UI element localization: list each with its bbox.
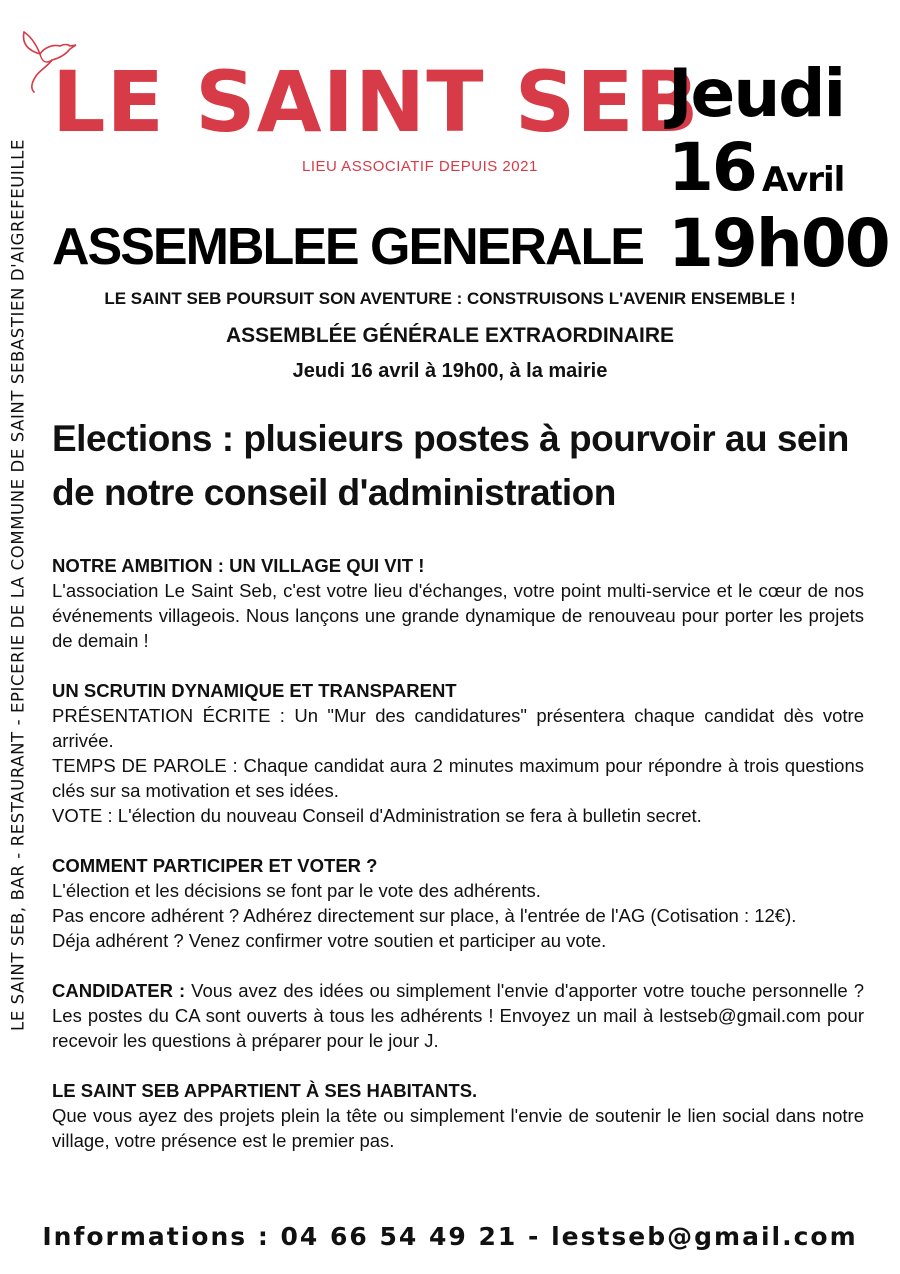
- section-paragraph: VOTE : L'élection du nouveau Conseil d'Administration se fera à bulletin secret.: [52, 805, 702, 826]
- headline: Elections : plusieurs postes à pourvoir au sein de notre conseil d'administration: [52, 418, 849, 513]
- section-heading: CANDIDATER :: [52, 980, 186, 1001]
- section-paragraph: Que vous ayez des projets plein la tête ou simplement l'envie de soutenir le lien social dans notre village, votre présence est le premier pas.: [52, 1105, 864, 1151]
- event-day: Jeudi: [668, 55, 845, 132]
- section-habitants: [52, 1078, 864, 1153]
- section-heading: NOTRE AMBITION : UN VILLAGE QUI VIT !: [52, 555, 425, 576]
- section-heading: LE SAINT SEB APPARTIENT À SES HABITANTS.: [52, 1080, 478, 1101]
- section-paragraph: TEMPS DE PAROLE : Chaque candidat aura 2 minutes maximum pour répondre à trois questions clés sur sa motivation et ses idées.: [52, 755, 864, 801]
- section-paragraph: Pas encore adhérent ? Adhérez directement sur place, à l'entrée de l'AG (Cotisation : 12€).: [52, 905, 797, 926]
- section-ambition: [52, 553, 864, 653]
- brand-tagline: LIEU ASSOCIATIF DEPUIS 2021: [302, 158, 538, 175]
- event-month: Avril: [762, 160, 845, 200]
- subtitle-line-3: Jeudi 16 avril à 19h00, à la mairie: [292, 360, 608, 382]
- section-heading: COMMENT PARTICIPER ET VOTER ?: [52, 855, 378, 876]
- page-title: ASSEMBLEE GENERALE: [52, 218, 643, 276]
- brand-name: LE SAINT SEB: [52, 53, 700, 151]
- section-paragraph: L'élection et les décisions se font par le vote des adhérents.: [52, 880, 541, 901]
- section-candidater: [52, 978, 864, 1053]
- footer-contact: Informations : 04 66 54 49 21 - lestseb@gmail.com: [42, 1222, 858, 1251]
- section-heading: UN SCRUTIN DYNAMIQUE ET TRANSPARENT: [52, 680, 457, 701]
- body-text: [52, 553, 864, 1178]
- section-scrutin: [52, 678, 864, 828]
- sidebar-label: LE SAINT SEB, BAR - RESTAURANT - EPICERIE DE LA COMMUNE DE SAINT SEBASTIEN D'AIGREFEUILLE: [8, 139, 28, 1031]
- subtitle-line-2: ASSEMBLÉE GÉNÉRALE EXTRAORDINAIRE: [225, 324, 675, 347]
- section-paragraph: Déja adhérent ? Venez confirmer votre soutien et participer au vote.: [52, 930, 607, 951]
- section-paragraph: [52, 978, 864, 1053]
- sidebar-vertical-text: [6, 139, 30, 1031]
- section-participer: [52, 853, 864, 953]
- section-paragraph: PRÉSENTATION ÉCRITE : Un "Mur des candidatures" présentera chaque candidat dès votre arrivée.: [52, 705, 864, 751]
- section-paragraph: L'association Le Saint Seb, c'est votre lieu d'échanges, votre point multi-service et le cœur de nos événements villageois. Nous lançons une grande dynamique de renouveau pour porter les projets de demain !: [52, 580, 864, 651]
- section-text: Vous avez des idées ou simplement l'envie d'apporter votre touche personnelle ? Les postes du CA sont ouverts à tous les adhérents ! Envoyez un mail à lestseb@gmail.com pour recevoir les questions à préparer pour le jour J.: [52, 980, 864, 1051]
- event-date-number: 16: [668, 129, 756, 206]
- event-time: 19h00: [668, 205, 889, 282]
- subtitle-line-1: LE SAINT SEB POURSUIT SON AVENTURE : CONSTRUISONS L'AVENIR ENSEMBLE !: [104, 289, 796, 308]
